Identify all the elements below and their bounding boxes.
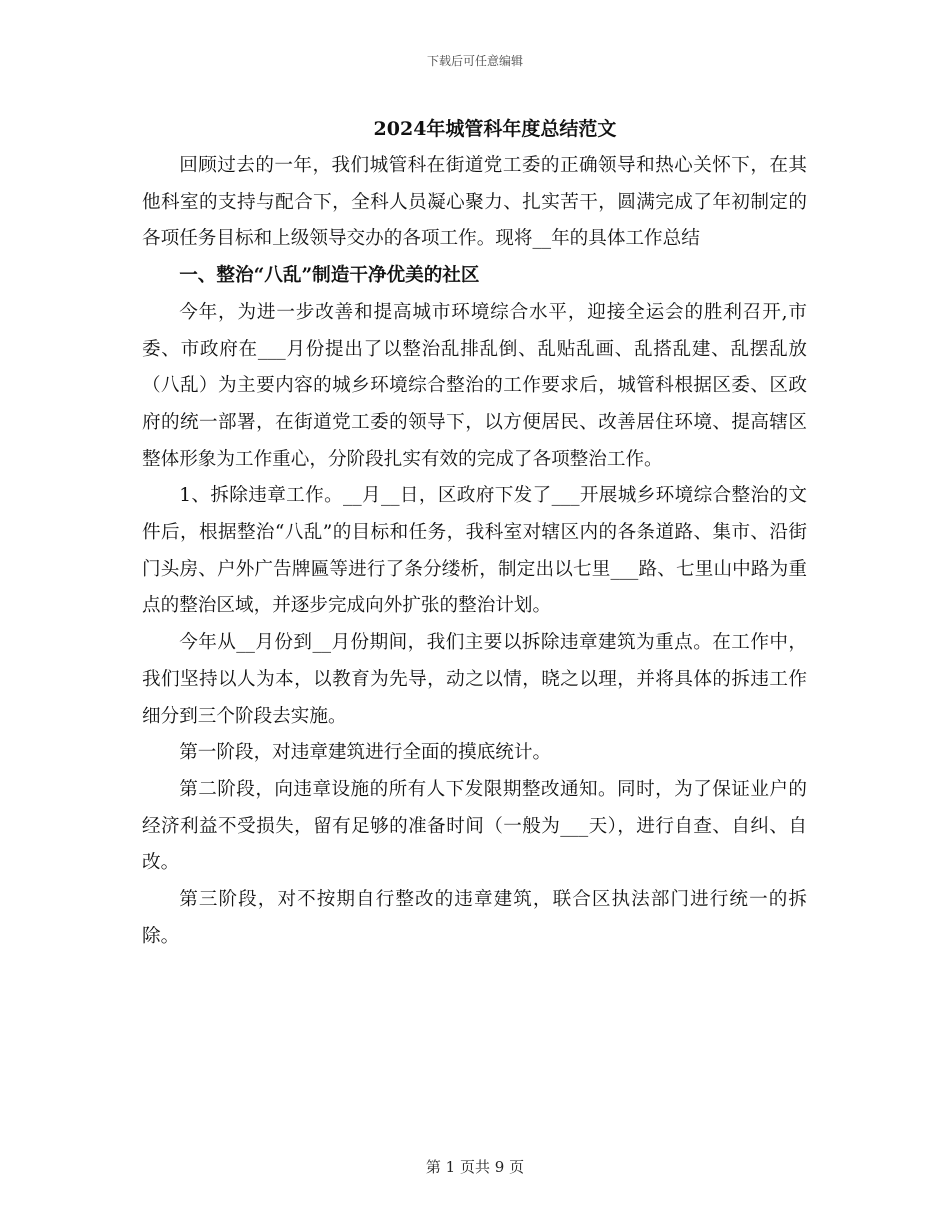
document-body xyxy=(142,148,807,955)
page-number: 第 1 页共 9 页 xyxy=(425,1158,525,1176)
page-title: 2024年城管科年度总结范文 xyxy=(373,118,617,140)
section-1-paragraph: 今年，为进一步改善和提高城市环境综合水平，迎接全运会的胜利召开,市委、市政府在___月份提出了以整治乱排乱倒、乱贴乱画、乱搭乱建、乱摆乱放（八乱）为主要内容的城乡环境综合整治的工作要求后，城管科根据区委、区政府的统一部署，在街道党工委的领导下，以方便居民、改善居住环境、提高辖区整体形象为工作重心，分阶段扎实有效的完成了各项整治工作。 xyxy=(142,301,807,470)
demolition-period-paragraph: 今年从__月份到__月份期间，我们主要以拆除违章建筑为重点。在工作中，我们坚持以人为本，以教育为先导，动之以情，晓之以理，并将具体的拆违工作细分到三个阶段去实施。 xyxy=(142,632,807,727)
header-note: 下载后可任意编辑 xyxy=(426,54,523,68)
stage-3-paragraph: 第三阶段，对不按期自行整改的违章建筑，联合区执法部门进行统一的拆除。 xyxy=(142,889,807,947)
section-heading-1: 一、整治“八乱”制造干净优美的社区 xyxy=(179,265,480,287)
stage-2-paragraph: 第二阶段，向违章设施的所有人下发限期整改通知。同时，为了保证业户的经济利益不受损失，留有足够的准备时间（一般为___天），进行自查、自纠、自改。 xyxy=(142,778,807,874)
intro-paragraph: 回顾过去的一年，我们城管科在街道党工委的正确领导和热心关怀下，在其他科室的支持与配合下，全科人员凝心聚力、扎实苦干，圆满完成了年初制定的各项任务目标和上级领导交办的各项工作。现将__年的具体工作总结 xyxy=(142,155,807,250)
stage-1-paragraph: 第一阶段，对违章建筑进行全面的摸底统计。 xyxy=(179,742,552,764)
demolition-work-paragraph: 1、拆除违章工作。__月__日，区政府下发了___开展城乡环境综合整治的文件后，根据整治“八乱”的目标和任务，我科室对辖区内的各条道路、集市、沿街门头房、户外广告牌匾等进行了条分缕析，制定出以七里___路、七里山中路为重点的整治区域，并逐步完成向外扩张的整治计划。 xyxy=(142,485,807,617)
